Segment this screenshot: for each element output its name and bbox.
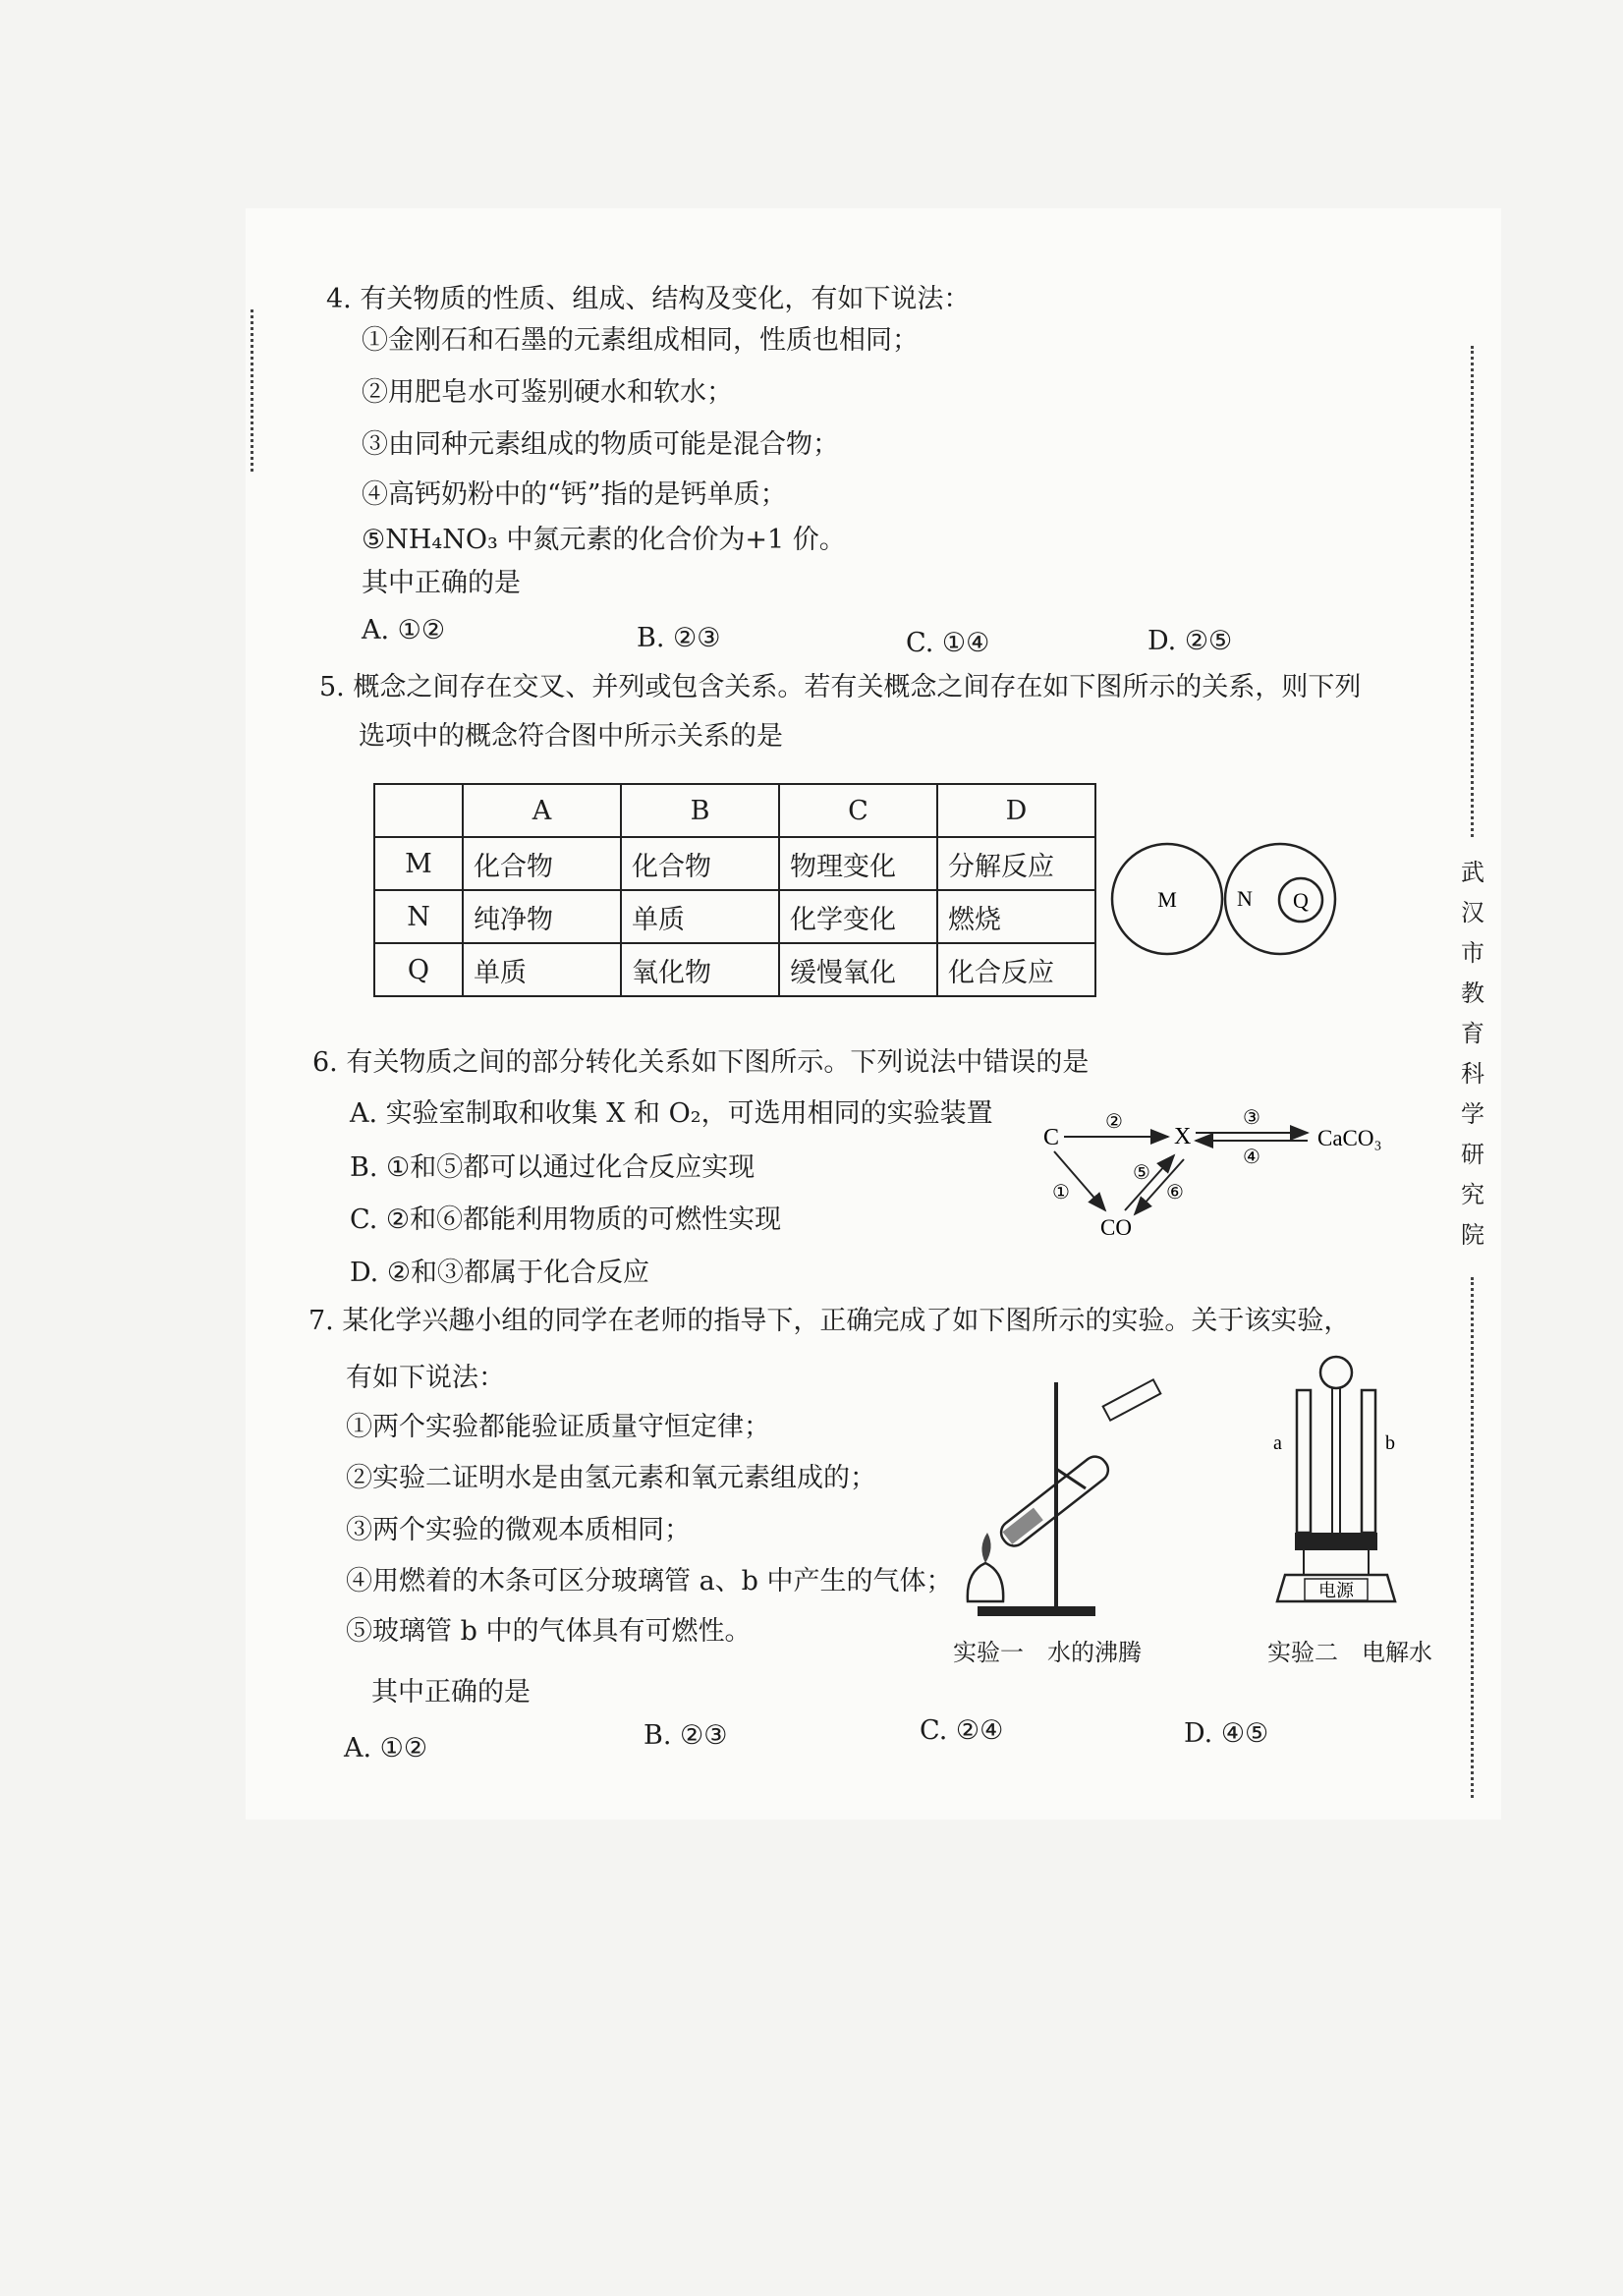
- q4-option-d: D. ②⑤: [1147, 626, 1233, 656]
- table-row-head: N: [374, 890, 463, 943]
- q7-item-5: ⑤玻璃管 b 中的气体具有可燃性。: [346, 1616, 752, 1647]
- q5-stem-line1: 5. 概念之间存在交叉、并列或包含关系。若有关概念之间存在如下图所示的关系，则下列: [319, 672, 1362, 702]
- q5-stem-line2: 选项中的概念符合图中所示关系的是: [359, 721, 783, 752]
- q6-option-b: B. ①和⑤都可以通过化合反应实现: [350, 1152, 756, 1183]
- tube-a-label: a: [1273, 1432, 1282, 1454]
- q4-option-c: C. ①④: [906, 628, 990, 658]
- table-header-c: C: [779, 784, 937, 837]
- q7-option-d: D. ④⑤: [1184, 1718, 1269, 1749]
- side-label: 武 汉 市 教 育 科 学 研 究 院: [1461, 859, 1484, 1249]
- node-caco3: CaCO₃: [1317, 1126, 1382, 1150]
- tube-b: [1362, 1390, 1375, 1533]
- stand-base: [978, 1606, 1095, 1616]
- table-cell: 化合物: [463, 837, 621, 890]
- table-cell: 物理变化: [779, 837, 937, 890]
- table-row: [374, 784, 1095, 837]
- q6-option-a: A. 实验室制取和收集 X 和 O₂，可选用相同的实验装置: [350, 1098, 993, 1129]
- alcohol-lamp: [968, 1563, 1003, 1601]
- q7-item-3: ③两个实验的微观本质相同；: [346, 1515, 691, 1545]
- venn-label-n: N: [1237, 886, 1253, 911]
- table-cell: 单质: [463, 943, 621, 996]
- table-cell: 缓慢氧化: [779, 943, 937, 996]
- venn-label-q: Q: [1293, 888, 1309, 913]
- table-cell: 燃烧: [937, 890, 1095, 943]
- table-row: [374, 837, 1095, 890]
- table-cell: 纯净物: [463, 890, 621, 943]
- binding-dots-right-bottom: [1471, 1277, 1474, 1798]
- reservoir-bulb: [1320, 1357, 1352, 1388]
- q7-stem-line1: 7. 某化学兴趣小组的同学在老师的指导下，正确完成了如下图所示的实验。关于该实验，: [308, 1306, 1351, 1336]
- node-x: X: [1174, 1124, 1192, 1149]
- table-header-b: B: [621, 784, 779, 837]
- table-row-head: Q: [374, 943, 463, 996]
- q7-fig2-caption: 实验二 电解水: [1267, 1639, 1432, 1666]
- q4-option-b: B. ②③: [637, 623, 721, 653]
- label-1: ①: [1052, 1180, 1070, 1204]
- table-header-a: A: [463, 784, 621, 837]
- q7-item-1: ①两个实验都能验证质量守恒定律；: [346, 1412, 770, 1442]
- q4-item-5: ⑤NH₄NO₃ 中氮元素的化合价为+1 价。: [362, 525, 846, 555]
- q7-option-a: A. ①②: [344, 1733, 428, 1764]
- tube-b-label: b: [1385, 1432, 1395, 1454]
- q4-stem: 4. 有关物质的性质、组成、结构及变化，有如下说法：: [326, 284, 971, 314]
- node-c: C: [1043, 1125, 1060, 1150]
- glass-plate: [1103, 1379, 1161, 1420]
- tube-a: [1297, 1390, 1311, 1533]
- q7-item-4: ④用燃着的木条可区分玻璃管 a、b 中产生的气体；: [346, 1566, 953, 1596]
- table-row: [374, 943, 1095, 996]
- q6-option-d: D. ②和③都属于化合反应: [350, 1258, 650, 1288]
- q5-venn-diagram: [1108, 835, 1339, 963]
- q4-item-3: ③由同种元素组成的物质可能是混合物；: [362, 429, 839, 460]
- table-cell: 化合物: [621, 837, 779, 890]
- table-cell: [374, 784, 463, 837]
- q7-item-2: ②实验二证明水是由氢元素和氧元素组成的；: [346, 1463, 876, 1493]
- venn-label-m: M: [1157, 887, 1177, 912]
- q4-item-1: ①金刚石和石墨的元素组成相同，性质也相同；: [362, 325, 919, 356]
- q5-concept-table: [373, 783, 1096, 997]
- table-cell: 单质: [621, 890, 779, 943]
- table-cell: 分解反应: [937, 837, 1095, 890]
- label-6: ⑥: [1166, 1180, 1184, 1204]
- table-cell: 氧化物: [621, 943, 779, 996]
- table-row: [374, 890, 1095, 943]
- label-5: ⑤: [1133, 1160, 1150, 1184]
- q6-conversion-diagram: [1027, 1100, 1400, 1243]
- power-label: 电源: [1318, 1581, 1354, 1601]
- table-cell: 化学变化: [779, 890, 937, 943]
- label-2: ②: [1105, 1109, 1123, 1133]
- q7-stem-line2: 有如下说法：: [346, 1363, 505, 1393]
- water-in-tube: [1002, 1508, 1042, 1544]
- q7-option-b: B. ②③: [644, 1720, 728, 1751]
- table-row-head: M: [374, 837, 463, 890]
- base-connector: [1295, 1533, 1377, 1550]
- q4-ask: 其中正确的是: [362, 568, 521, 598]
- q4-item-4: ④高钙奶粉中的“钙”指的是钙单质；: [362, 479, 787, 510]
- table-header-d: D: [937, 784, 1095, 837]
- binding-dots-left: [251, 309, 253, 472]
- q6-stem: 6. 有关物质之间的部分转化关系如下图所示。下列说法中错误的是: [312, 1047, 1090, 1078]
- q7-fig1-caption: 实验一 水的沸腾: [953, 1639, 1142, 1666]
- q7-option-c: C. ②④: [920, 1715, 1004, 1746]
- binding-dots-right-top: [1471, 346, 1474, 837]
- q7-fig2-electrolysis-apparatus: [1267, 1351, 1405, 1626]
- q7-ask: 其中正确的是: [371, 1677, 531, 1708]
- q7-fig1-boiling-apparatus: [938, 1371, 1184, 1626]
- node-co: CO: [1100, 1215, 1132, 1240]
- flame-icon: [981, 1533, 990, 1563]
- label-3: ③: [1243, 1105, 1260, 1129]
- q4-option-a: A. ①②: [362, 615, 446, 645]
- q6-option-c: C. ②和⑥都能利用物质的可燃性实现: [350, 1204, 782, 1235]
- label-4: ④: [1243, 1145, 1260, 1168]
- table-cell: 化合反应: [937, 943, 1095, 996]
- q4-item-2: ②用肥皂水可鉴别硬水和软水；: [362, 377, 733, 408]
